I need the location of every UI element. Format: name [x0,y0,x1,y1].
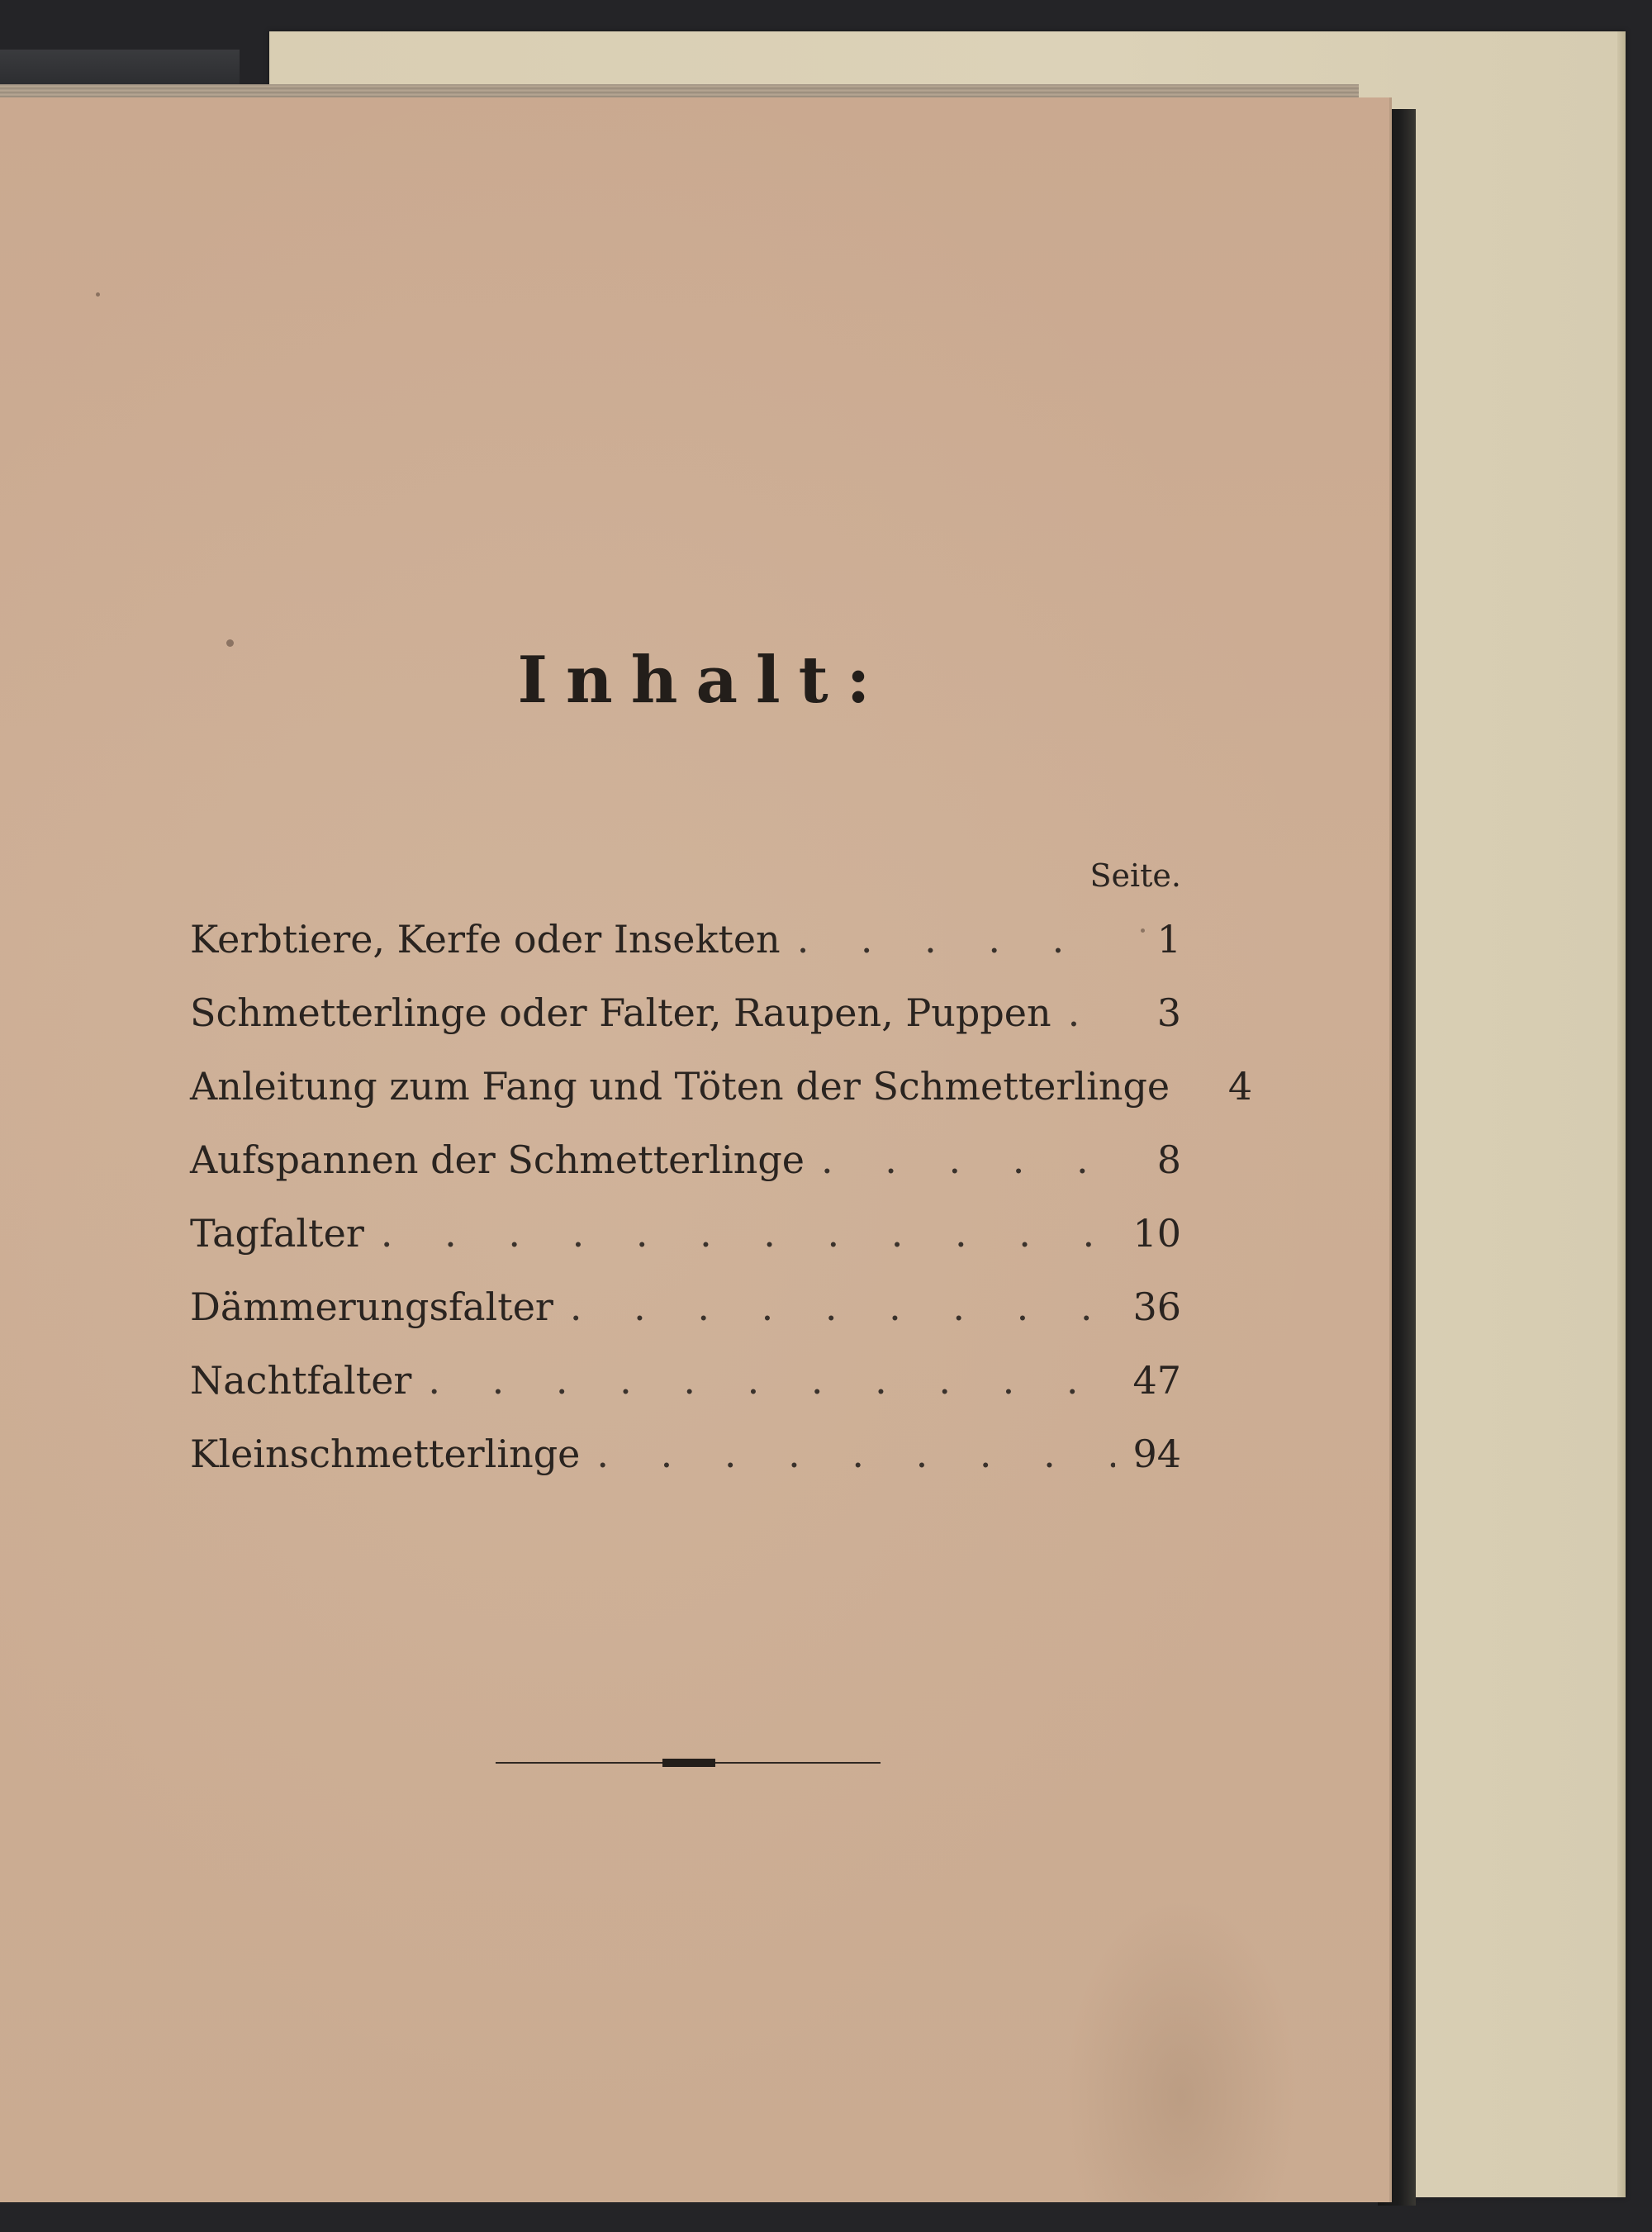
toc-entry-label: Kerbtiere, Kerfe oder Insekten [190,917,781,962]
paper-speck [96,292,100,297]
dot-leader [364,1211,1115,1256]
toc-entry-page: 8 [1156,1137,1181,1182]
toc-entry-page: 94 [1132,1432,1181,1476]
dot-leader [805,1137,1115,1182]
toc-entry-label: Tagfalter [190,1211,364,1256]
ornamental-rule [496,1756,881,1769]
toc-entry-label: Kleinschmetterlinge [190,1432,581,1476]
table-of-contents [190,917,1253,1505]
page-content [0,97,1389,2202]
paper-speck [1141,928,1145,933]
page-title: Inhalt: [517,643,889,718]
page-column-header: Seite. [1089,857,1181,894]
toc-entry-page: 47 [1132,1358,1181,1403]
toc-entry-label: Nachtfalter [190,1358,412,1403]
dot-leader [781,917,1115,962]
toc-entry-label: Aufspannen der Schmetterlinge [190,1137,805,1182]
back-board-edge [1617,31,1626,2197]
toc-entry-page: 36 [1132,1285,1181,1329]
toc-entry [190,917,1181,990]
toc-entry-page: 10 [1132,1211,1181,1256]
toc-entry [190,1064,1253,1137]
dot-leader [553,1285,1115,1329]
toc-entry [190,1211,1181,1285]
toc-entry-page: 3 [1156,990,1181,1035]
toc-entry [190,1358,1181,1432]
dot-leader [411,1358,1115,1403]
toc-entry [190,990,1181,1064]
toc-entry [190,1285,1181,1358]
dot-leader [1051,990,1115,1035]
rule-center-bar [662,1759,715,1767]
dot-leader [1170,1064,1186,1109]
toc-entry [190,1137,1181,1211]
toc-entry-label: Anleitung zum Fang und Töten der Schmetterlinge [190,1064,1170,1109]
dot-leader [580,1432,1115,1476]
paper-speck [226,639,234,647]
toc-entry [190,1432,1181,1505]
toc-entry-page: 1 [1156,917,1181,962]
book-page [0,97,1392,2202]
toc-entry-label: Schmetterlinge oder Falter, Raupen, Puppen [190,990,1051,1035]
toc-entry-label: Dämmerungsfalter [190,1285,553,1329]
toc-entry-page: 4 [1227,1064,1253,1109]
